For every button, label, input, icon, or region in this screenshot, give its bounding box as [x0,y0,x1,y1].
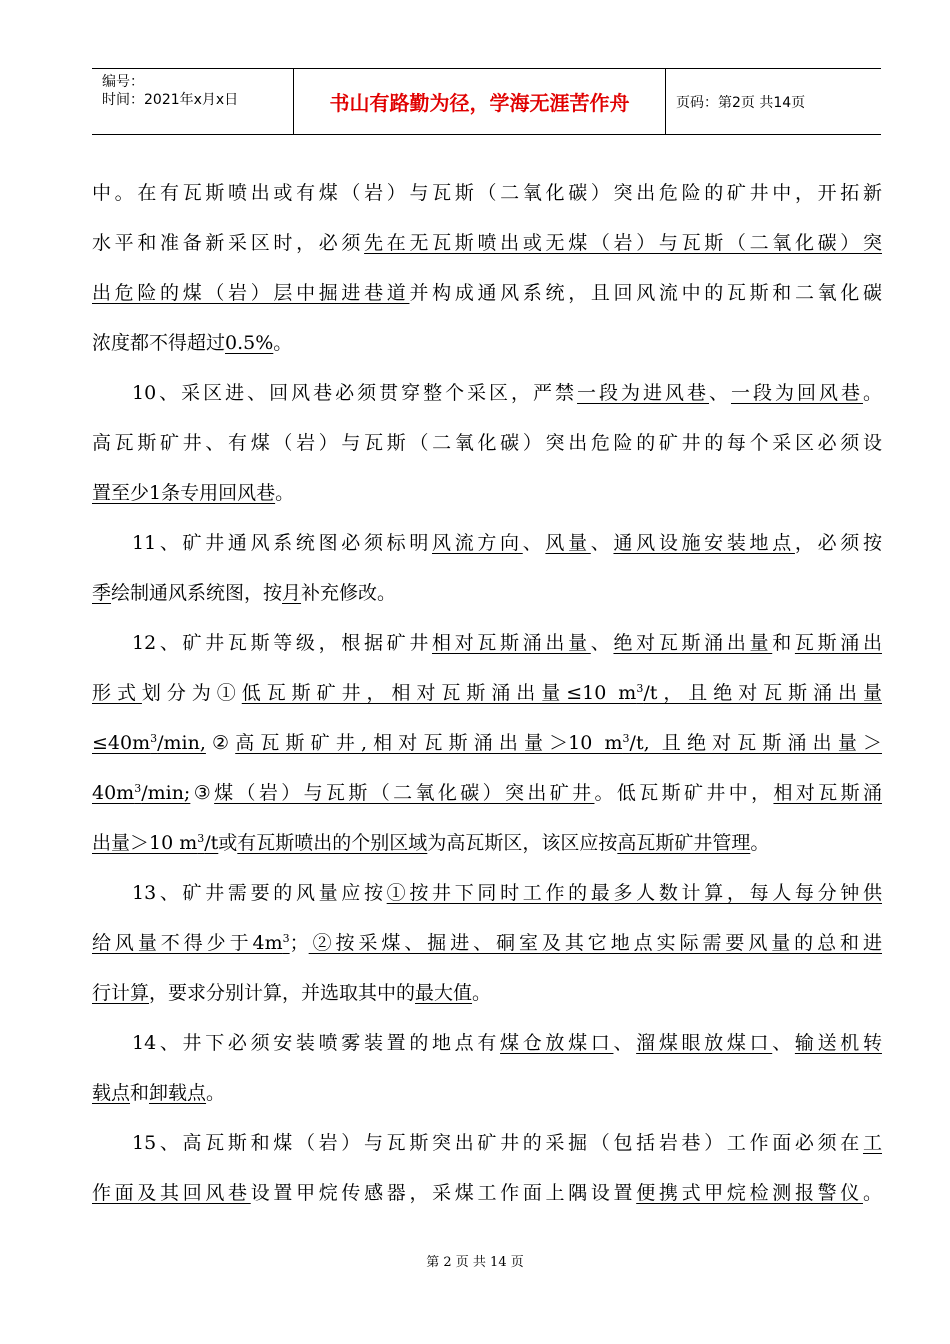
underlined-text: 煤仓放煤口 [500,1032,614,1054]
underlined-text: /min, [157,732,206,754]
text-segment: 、 [590,632,614,654]
superscript: 3 [197,832,205,845]
document-number-label: 编号： [102,74,144,90]
text-segment: 为高瓦斯区，该区应按 [427,832,618,854]
underlined-text: 风量 [545,532,591,554]
underlined-text: 相对瓦斯涌 [773,782,882,804]
text-line [92,818,882,868]
text-segment: ； [289,932,309,954]
underlined-text: 40m [92,782,135,804]
text-line [92,1168,882,1218]
underlined-text: ①按井下同时工作的最多人数计算，每人每分钟供 [386,882,882,904]
underlined-text: ≤40m [92,732,151,754]
superscript: 3 [282,932,290,945]
underlined-text: 溜煤眼放煤口 [636,1032,773,1054]
text-line [92,268,882,318]
superscript: 3 [150,732,158,745]
underlined-text: 0.5% [225,332,274,354]
paragraph-11-line [92,518,882,568]
header-motto: 书山有路勤为径，学海无涯苦作舟 [293,69,666,134]
underlined-text: 相对瓦斯涌出量 [432,632,591,654]
text-segment: 。 [862,1182,882,1204]
document-body [92,168,882,1218]
underlined-text: 载点 [92,1082,131,1104]
underlined-text: 出危险的煤（岩）层中掘进巷道 [92,282,410,304]
superscript: 3 [636,682,644,695]
text-segment: 绘制通风系统图，按 [111,582,283,604]
text-segment: ，要求分别计算，并选取其中的 [149,982,416,1004]
text-segment: 、 [613,1032,637,1054]
underlined-text: 先在无瓦斯喷出或无煤（岩）与瓦斯（二氧化碳）突 [364,232,882,254]
text-segment: 并构成通风系统，且回风流中的瓦斯和二氧化碳 [409,282,882,304]
underlined-text: 便携式甲烷检测报警仪 [636,1182,863,1204]
text-line [92,668,882,718]
paragraph-14-line [92,1018,882,1068]
text-segment: 10、采区进、回风巷必须贯穿整个采区，严禁 [132,382,578,404]
text-line [92,318,882,368]
text-segment: 13、矿井需要的风量应按 [132,882,387,904]
underlined-text: 低瓦斯矿井，相对瓦斯涌出量≤10 m [241,682,637,704]
text-segment: ③ [190,782,215,804]
underlined-text: /min; [141,782,191,804]
text-segment: 、 [522,532,546,554]
text-segment: 。 [275,482,295,504]
underlined-text: 一段为进风巷 [577,382,709,404]
underlined-text: /t，且绝对瓦斯涌出量 [643,682,882,704]
text-segment: 和 [130,1082,150,1104]
text-segment: 、 [590,532,614,554]
text-segment: 和 [772,632,795,654]
text-segment: ，必须按 [794,532,882,554]
underlined-text: ②按采煤、掘进、硐室及其它地点实际需要风量的总和进 [308,932,882,954]
underlined-text: 月 [282,582,302,604]
underlined-text: 置至少1条专用回风巷 [92,482,276,504]
text-segment: 。 [750,832,770,854]
underlined-text: 有瓦斯喷出的个别区域 [237,832,428,854]
underlined-text: 一段为回风巷 [731,382,863,404]
underlined-text: 高瓦斯矿井,相对瓦斯涌出量＞10 m [235,732,623,754]
text-segment: 中。在有瓦斯喷出或有煤（岩）与瓦斯（二氧化碳）突出危险的矿井中，开拓新 [92,182,882,204]
text-segment: 划分为① [141,682,242,704]
superscript: 3 [134,782,142,795]
underlined-text: 卸载点 [149,1082,207,1104]
header-page-info: 页码：第2页 共14页 [676,94,806,111]
underlined-text: 高瓦斯矿井管理 [617,832,751,854]
paragraph-10-line [92,368,882,418]
text-line [92,718,882,768]
text-segment: 或 [218,832,238,854]
text-segment: 11、矿井通风系统图必须标明 [132,532,433,554]
underlined-text: /t [204,832,219,854]
text-segment: 12、矿井瓦斯等级，根据矿井 [132,632,433,654]
text-segment: 、 [709,382,731,404]
text-segment: 、 [772,1032,795,1054]
underlined-text: 形式 [92,682,142,704]
text-line [92,168,882,218]
page-header [92,68,881,135]
underlined-text: 出量＞10 m [92,832,198,854]
text-line [92,218,882,268]
text-segment: 14、井下必须安装喷雾装置的地点有 [132,1032,501,1054]
text-segment: 补充修改。 [301,582,397,604]
underlined-text: 通风设施安装地点 [613,532,795,554]
text-line [92,918,882,968]
text-line [92,768,882,818]
underlined-text: 季 [92,582,112,604]
underlined-text: 绝对瓦斯涌出量 [613,632,773,654]
text-line [92,418,882,468]
text-line [92,1068,882,1118]
text-segment: 水平和准备新采区时，必须 [92,232,365,254]
text-segment: ② [205,732,236,754]
underlined-text: 工 [862,1132,882,1154]
text-segment: 。 [206,1082,226,1104]
text-segment: 高瓦斯矿井、有煤（岩）与瓦斯（二氧化碳）突出危险的矿井的每个采区必须设 [92,432,882,454]
underlined-text: /t, 且绝对瓦斯涌出量＞ [629,732,882,754]
text-line [92,468,882,518]
page-footer: 第 2 页 共 14 页 [426,1255,524,1270]
underlined-text: 行计算 [92,982,150,1004]
text-segment: 。 [472,982,492,1004]
paragraph-13-line [92,868,882,918]
text-segment: 。低瓦斯矿井中， [594,782,774,804]
underlined-text: 煤（岩）与瓦斯（二氧化碳）突出矿井 [214,782,595,804]
header-meta [92,69,293,134]
document-time: 时间：2021年x月x日 [102,92,239,108]
text-segment: 。 [862,382,882,404]
underlined-text: 输送机转 [794,1032,882,1054]
text-segment: 15、高瓦斯和煤（岩）与瓦斯突出矿井的采掘（包括岩巷）工作面必须在 [132,1132,863,1154]
underlined-text: 瓦斯涌出 [794,632,882,654]
superscript: 3 [622,732,630,745]
underlined-text: 给风量不得少于4m [92,932,283,954]
text-line [92,968,882,1018]
underlined-text: 最大值 [415,982,473,1004]
text-line [92,568,882,618]
underlined-text: 作面及其回风巷 [92,1182,251,1204]
paragraph-12-line [92,618,882,668]
text-segment: 浓度都不得超过 [92,332,226,354]
paragraph-15-line [92,1118,882,1168]
text-segment: 设置甲烷传感器，采煤工作面上隅设置 [250,1182,637,1204]
text-segment: 。 [273,332,293,354]
underlined-text: 风流方向 [432,532,523,554]
